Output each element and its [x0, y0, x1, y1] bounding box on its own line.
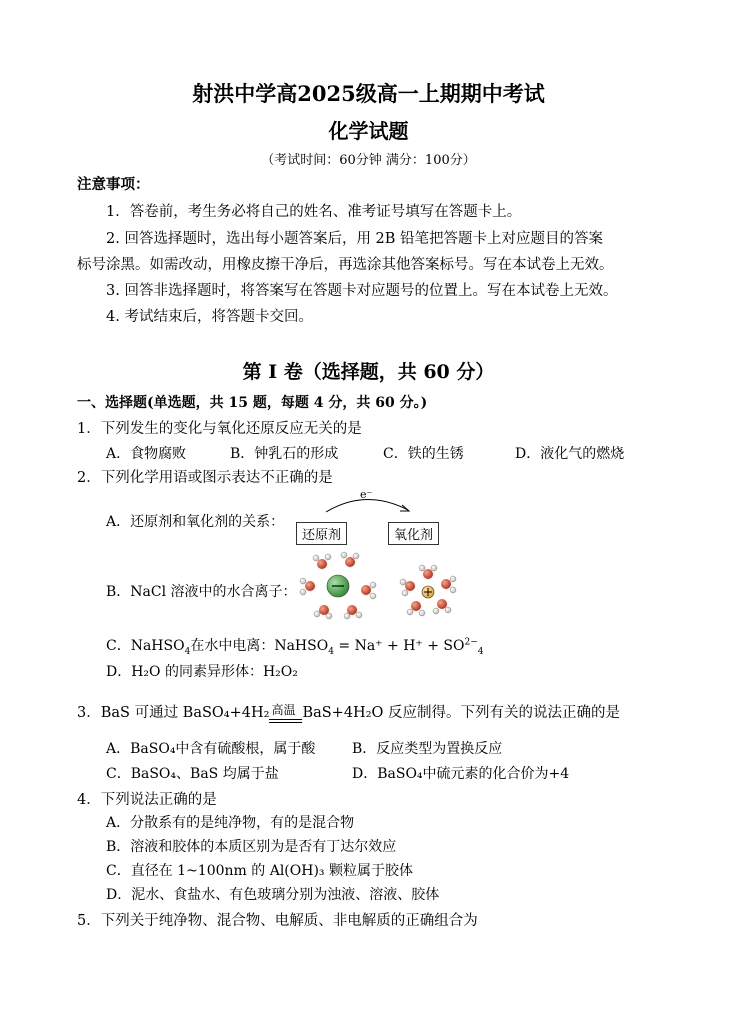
q3-option-c: C．BaSO₄、BaS 均属于盐	[106, 766, 279, 782]
equals-sign	[269, 719, 302, 723]
q4-stem: 4．下列说法正确的是	[77, 792, 217, 808]
notice-item-3: 3. 回答非选择题时，将答案写在答题卡对应题号的位置上。写在本试卷上无效。	[106, 283, 618, 299]
reaction-condition: 高温	[271, 703, 296, 717]
electron-label: e⁻	[360, 488, 373, 501]
reducer-box: 还原剂	[296, 522, 347, 545]
q2-option-a: A．还原剂和氧化剂的关系：	[106, 514, 285, 530]
notice-item-2: 2. 回答选择题时，选出每小题答案后，用 2B 铅笔把答题卡上对应题目的答案	[106, 231, 604, 247]
section-title: 第 I 卷（选择题，共 60 分）	[242, 361, 495, 383]
sodium-ion-cluster	[400, 565, 456, 616]
q2-option-b: B．NaCl 溶液中的水合离子：	[106, 584, 297, 600]
notice-item-2-cont: 标号涂黑。如需改动，用橡皮擦干净后，再选涂其他答案标号。写在本试卷上无效。	[77, 257, 614, 273]
q1-stem: 1．下列发生的变化与氧化还原反应无关的是	[77, 421, 362, 437]
hydrated-ions-figure	[296, 548, 466, 620]
q5-stem: 5．下列关于纯净物、混合物、电解质、非电解质的正确组合为	[77, 913, 478, 929]
q2-option-c: C．NaHSO$_4$在水中电离：NaHSO$_4$ = $Na^+ + H^+ + SO^{2-}_4$	[106, 637, 484, 657]
q4-option-a: A．分散系有的是纯净物，有的是混合物	[106, 815, 355, 831]
q4-option-c: C．直径在 1~100nm 的 Al(OH)₃ 颗粒属于胶体	[106, 863, 413, 879]
exam-meta: （考试时间：60分钟 满分：100分）	[261, 153, 476, 168]
q1-option-c: C．铁的生锈	[383, 446, 464, 462]
q3-option-b: B．反应类型为置换反应	[352, 741, 503, 757]
section-intro: 一、选择题(单选题，共 15 题，每题 4 分，共 60 分。)	[77, 395, 428, 411]
exam-subtitle: 化学试题	[328, 119, 409, 143]
q3-option-d: D．BaSO₄中硫元素的化合价为+4	[352, 766, 570, 782]
notice-heading: 注意事项：	[77, 176, 150, 193]
q3-stem: 3．BaS 可通过 BaSO₄+4H₂ 高温 BaS+4H₂O 反应制得。下列有关的说法正确的是	[77, 703, 621, 721]
chloride-ion-cluster	[300, 552, 376, 619]
q2-stem: 2．下列化学用语或图示表达不正确的是	[77, 470, 333, 486]
q3-option-a: A．BaSO₄中含有硫酸根，属于酸	[106, 741, 316, 757]
notice-item-4: 4. 考试结束后，将答题卡交回。	[106, 309, 313, 325]
oxidizer-box: 氧化剂	[388, 522, 439, 545]
q1-option-b: B．钟乳石的形成	[230, 446, 339, 462]
q2-option-d: D．H₂O 的同素异形体：H₂O₂	[106, 664, 298, 680]
q1-option-d: D．液化气的燃烧	[515, 446, 625, 462]
notice-item-1: 1．答卷前，考生务必将自己的姓名、准考证号填写在答题卡上。	[106, 204, 522, 220]
q4-option-d: D．泥水、食盐水、有色玻璃分别为浊液、溶液、胶体	[106, 887, 440, 903]
exam-title: 射洪中学高2025级高一上期期中考试	[192, 81, 545, 106]
q4-option-b: B．溶液和胶体的本质区别为是否有丁达尔效应	[106, 839, 397, 855]
q1-option-a: A．食物腐败	[106, 446, 187, 462]
